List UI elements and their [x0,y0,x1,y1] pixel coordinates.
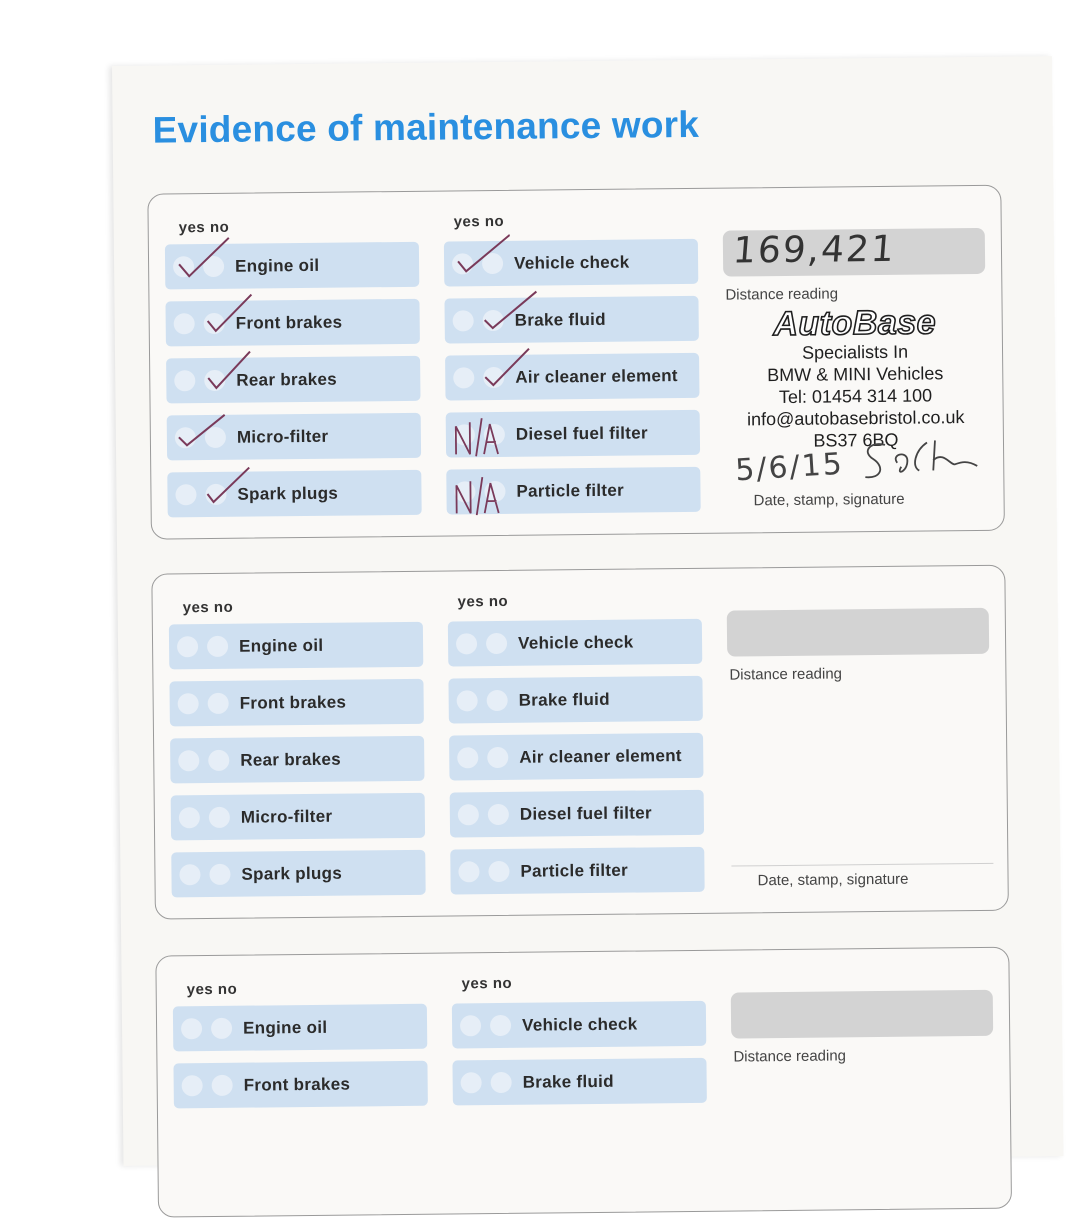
yes-checkbox[interactable] [177,636,198,657]
check-row-vehicle-check[interactable] [452,1001,706,1049]
maintenance-record-2 [151,565,1009,920]
item-label: Spark plugs [237,483,339,504]
maintenance-record-3 [155,947,1012,1218]
stamp-line: BS37 6BQ [813,429,899,451]
item-label: Front brakes [235,312,343,333]
yes-checkbox[interactable] [178,693,199,714]
item-label: Diesel fuel filter [519,803,652,824]
item-label: Diesel fuel filter [515,423,648,444]
no-checkbox[interactable] [490,1015,511,1036]
checkmark-icon [450,231,511,282]
no-checkbox[interactable] [491,1072,512,1093]
check-row-spark-plugs[interactable] [171,850,425,898]
signature-line [731,863,993,867]
item-label: Micro-filter [236,426,329,447]
distance-reading-label: Distance reading [729,665,843,684]
check-row-vehicle-check[interactable] [444,239,698,287]
distance-reading-field[interactable] [731,990,993,1039]
check-row-diesel-fuel-filter[interactable] [446,410,700,458]
check-row-brake-fluid[interactable] [452,1058,706,1106]
check-row-rear-brakes[interactable] [170,736,424,784]
distance-reading-label: Distance reading [725,285,839,304]
yes-checkbox[interactable] [182,1075,203,1096]
no-checkbox[interactable] [209,807,230,828]
date-stamp-signature-label: Date, stamp, signature [757,870,909,890]
yes-checkbox[interactable] [174,313,195,334]
check-row-engine-oil[interactable] [173,1004,427,1052]
no-checkbox[interactable] [208,693,229,714]
yes-no-header-right: yes no [457,592,509,611]
yes-no-header-right: yes no [453,212,505,231]
stamp-line: Tel: 01454 314 100 [778,385,933,408]
yes-checkbox[interactable] [458,861,479,882]
yes-checkbox[interactable] [453,310,474,331]
check-row-rear-brakes[interactable] [166,356,420,404]
date-stamp-signature-label: Date, stamp, signature [753,490,905,510]
no-checkbox[interactable] [487,747,508,768]
yes-no-header-left: yes no [182,598,234,617]
yes-checkbox[interactable] [179,864,200,885]
check-row-engine-oil[interactable] [169,622,423,670]
item-label: Engine oil [235,255,320,276]
yes-checkbox[interactable] [181,1018,202,1039]
yes-checkbox[interactable] [457,747,478,768]
handwritten-na-mark [450,418,506,459]
check-row-front-brakes[interactable] [169,679,423,727]
checkmark-icon [173,405,234,456]
check-row-front-brakes[interactable] [173,1061,427,1109]
yes-checkbox[interactable] [179,807,200,828]
yes-no-header-left: yes no [178,218,230,237]
no-checkbox[interactable] [486,633,507,654]
stamp-line: Specialists In [801,341,909,363]
dealer-stamp [724,304,988,453]
check-row-micro-filter[interactable] [171,793,425,841]
no-checkbox[interactable] [209,864,230,885]
check-row-brake-fluid[interactable] [448,676,702,724]
check-row-particle-filter[interactable] [446,467,700,515]
item-label: Brake fluid [522,1071,614,1092]
item-label: Air cleaner element [515,366,678,387]
check-row-diesel-fuel-filter[interactable] [450,790,704,838]
handwritten-date: 5/6/15 [734,446,845,489]
check-row-particle-filter[interactable] [450,847,704,895]
no-checkbox[interactable] [487,690,508,711]
yes-checkbox[interactable] [458,804,479,825]
no-checkbox[interactable] [488,861,509,882]
item-label: Vehicle check [513,252,630,273]
check-row-engine-oil[interactable] [165,242,419,290]
signature [851,436,992,487]
item-label: Brake fluid [518,689,610,710]
check-row-front-brakes[interactable] [165,299,419,347]
no-checkbox[interactable] [488,804,509,825]
check-row-micro-filter[interactable] [167,413,421,461]
item-label: Vehicle check [521,1014,638,1035]
item-label: Engine oil [242,1017,328,1038]
handwritten-na-mark [450,475,506,516]
item-label: Spark plugs [241,863,343,884]
item-label: Air cleaner element [519,746,682,767]
dealer-logo: AutoBase [773,303,937,344]
no-checkbox[interactable] [212,1075,233,1096]
yes-checkbox[interactable] [456,633,477,654]
yes-checkbox[interactable] [457,690,478,711]
no-checkbox[interactable] [208,750,229,771]
check-row-vehicle-check[interactable] [448,619,702,667]
yes-no-header-right: yes no [461,974,513,993]
distance-reading-value: 169,421 [731,228,898,272]
item-label: Vehicle check [517,632,634,653]
check-row-brake-fluid[interactable] [444,296,698,344]
yes-checkbox[interactable] [174,370,195,391]
stamp-line: BMW & MINI Vehicles [767,363,944,386]
distance-reading-label: Distance reading [733,1047,847,1066]
item-label: Rear brakes [240,749,342,770]
yes-checkbox[interactable] [178,750,199,771]
item-label: Front brakes [243,1074,351,1095]
check-row-air-cleaner-element[interactable] [449,733,703,781]
item-label: Brake fluid [514,309,606,330]
item-label: Micro-filter [240,806,333,827]
checkmark-icon [171,234,232,285]
no-checkbox[interactable] [211,1018,232,1039]
item-label: Particle filter [516,480,625,501]
yes-checkbox[interactable] [461,1072,482,1093]
no-checkbox[interactable] [207,636,228,657]
item-label: Rear brakes [236,369,338,390]
item-label: Particle filter [520,860,629,881]
distance-reading-field[interactable] [723,228,985,277]
check-row-spark-plugs[interactable] [167,470,421,518]
item-label: Engine oil [238,635,324,656]
distance-reading-field[interactable] [727,608,989,657]
maintenance-record-1 [147,185,1005,540]
maintenance-page [112,56,1063,1166]
yes-checkbox[interactable] [175,484,196,505]
item-label: Front brakes [239,692,347,713]
yes-no-header-left: yes no [186,980,238,999]
page-title: Evidence of maintenance work [152,103,700,151]
yes-checkbox[interactable] [460,1015,481,1036]
yes-checkbox[interactable] [453,367,474,388]
stamp-line: info@autobasebristol.co.uk [746,407,965,430]
check-row-air-cleaner-element[interactable] [445,353,699,401]
